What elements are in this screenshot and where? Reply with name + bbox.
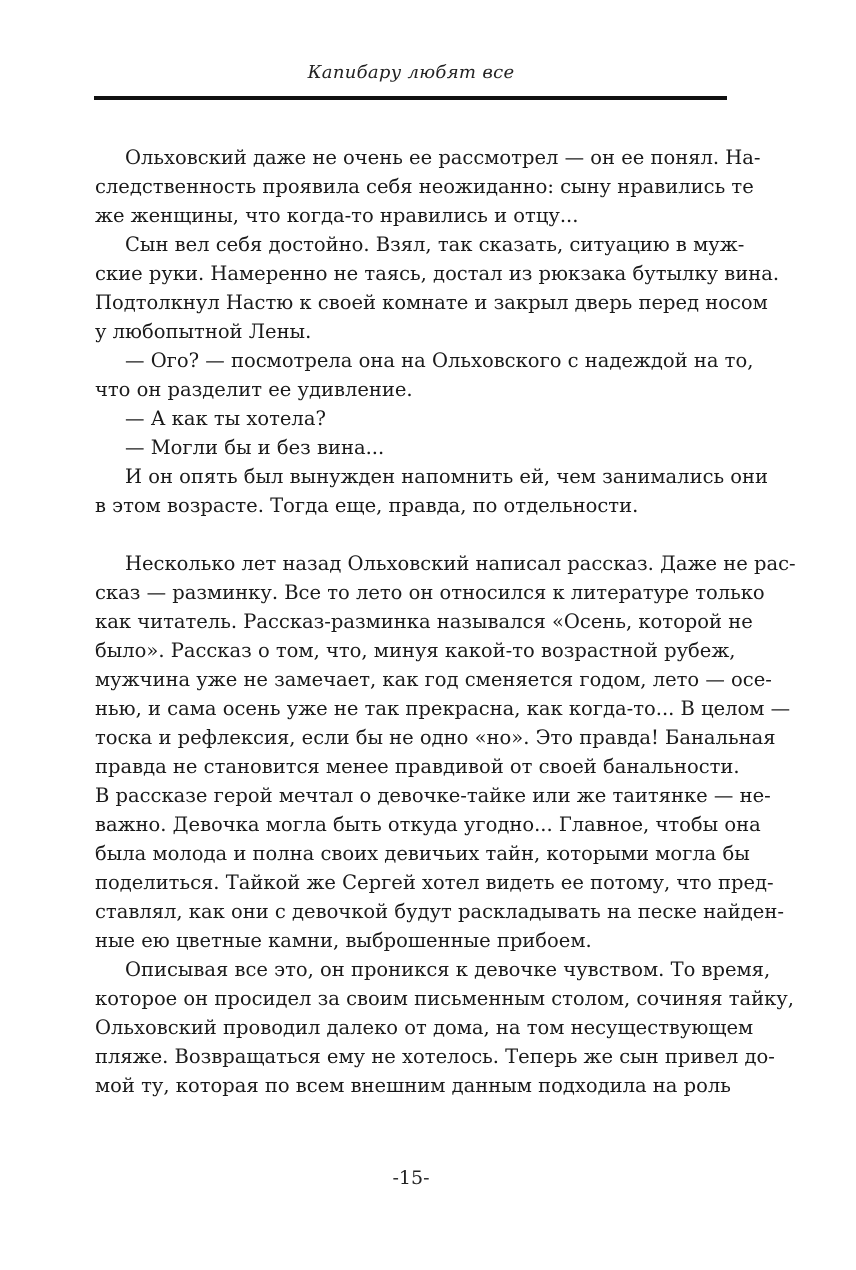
text-line: как читатель. Рассказ-разминка назывался «Осень, которой не — [95, 610, 753, 633]
text-line: было». Рассказ о том, что, минуя какой-то возрастной рубеж, — [95, 639, 736, 662]
text-line: Несколько лет назад Ольховский написал рассказ. Даже не рас- — [125, 552, 796, 575]
text-line: ные ею цветные камни, выброшенные прибоем. — [95, 929, 592, 952]
text-line: — Ого? — посмотрела она на Ольховского с надеждой на то, — [125, 349, 754, 372]
text-line: В рассказе герой мечтал о девочке-тайке или же таитянке — не- — [95, 784, 771, 807]
text-line: пляже. Возвращаться ему не хотелось. Теперь же сын привел до- — [95, 1045, 775, 1068]
text-line: Ольховский проводил далеко от дома, на том несуществующем — [95, 1016, 754, 1039]
text-line: Подтолкнул Настю к своей комнате и закрыл дверь перед носом — [95, 291, 768, 314]
text-line: ставлял, как они с девочкой будут раскладывать на песке найден- — [95, 900, 784, 923]
text-line: что он разделит ее удивление. — [95, 378, 413, 401]
running-head-title: Капибару любят все — [307, 62, 515, 83]
text-line: Ольховский даже не очень ее рассмотрел — он ее понял. На- — [125, 146, 761, 169]
text-line: же женщины, что когда-то нравились и отцу... — [95, 204, 579, 227]
body-text — [95, 143, 796, 1100]
text-line: Описывая все это, он проникся к девочке чувством. То время, — [125, 958, 771, 981]
text-line: — Могли бы и без вина... — [125, 436, 385, 459]
page-number: -15- — [392, 1167, 430, 1189]
text-line: И он опять был вынужден напомнить ей, чем занимались они — [125, 465, 769, 488]
section-break — [95, 520, 727, 549]
text-line: тоска и рефлексия, если бы не одно «но». Это правда! Банальная — [95, 726, 776, 749]
text-line: — А как ты хотела? — [125, 407, 326, 430]
text-line: ские руки. Намеренно не таясь, достал из рюкзака бутылку вина. — [95, 262, 780, 285]
text-line: мой ту, которая по всем внешним данным подходила на роль — [95, 1074, 731, 1097]
text-line: мужчина уже не замечает, как год сменяется годом, лето — осе- — [95, 668, 772, 691]
text-line: следственность проявила себя неожиданно: сыну нравились те — [95, 175, 754, 198]
text-line: нью, и сама осень уже не так прекрасна, как когда-то... В целом — — [95, 697, 791, 720]
text-line: Сын вел себя достойно. Взял, так сказать, ситуацию в муж- — [125, 233, 745, 256]
text-line: в этом возрасте. Тогда еще, правда, по отдельности. — [95, 494, 639, 517]
text-line: у любопытной Лены. — [95, 320, 312, 343]
text-line: которое он просидел за своим письменным столом, сочиняя тайку, — [95, 987, 794, 1010]
text-line: сказ — разминку. Все то лето он относился к литературе только — [95, 581, 765, 604]
header-rule — [94, 96, 727, 100]
text-line: была молода и полна своих девичьих тайн, которыми могла бы — [95, 842, 750, 865]
text-line: поделиться. Тайкой же Сергей хотел видеть ее потому, что пред- — [95, 871, 774, 894]
text-line: важно. Девочка могла быть откуда угодно... Главное, чтобы она — [95, 813, 761, 836]
text-line: правда не становится менее правдивой от своей банальности. — [95, 755, 740, 778]
